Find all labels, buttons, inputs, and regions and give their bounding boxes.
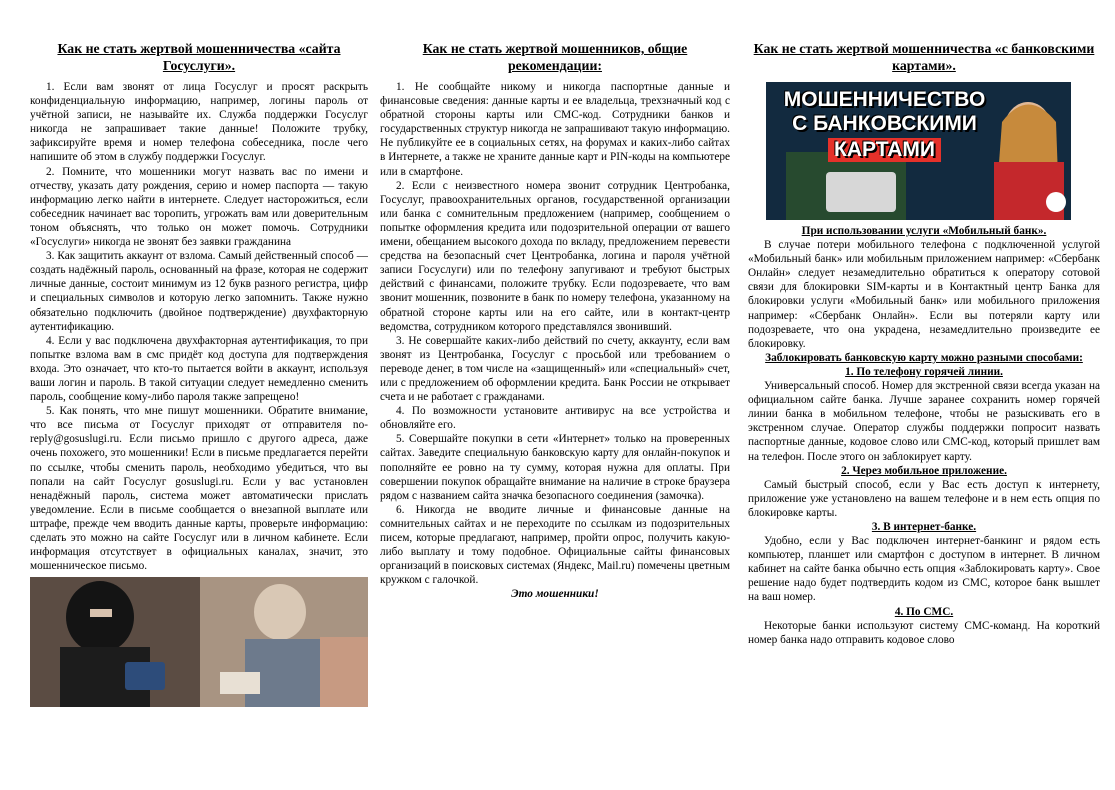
fraudster-photo	[30, 577, 368, 707]
method-3-text: Удобно, если у Вас подключен интернет-банкинг и рядом есть компьютер, планшет или смартфон с доступом в интернет. В личном кабинет на сайте банка обычно есть опция «Заблокировать карту». Свое решение надо будет подтвердить кодом из СМС, которое банк вышлет на ваш номер.	[748, 535, 1100, 604]
banner-title	[772, 88, 997, 162]
fraudster-photo-illustration	[30, 577, 368, 707]
column-heading: Как не стать жертвой мошенников, общие рекомендации:	[422, 41, 688, 73]
rec-paragraph-1: 1. Не сообщайте никому и никогда паспортные данные и финансовые сведения: данные карты и ее владельца, трехзначный код с обратной стороны карты или СМС-код. Сотрудники банков и государственных структур никогда не запрашивают такую информацию. Не публикуйте ее в социальных сетях, на форумах и каких-либо сайтах в Интернете, а также не храните данные карт и PIN-коды на компьютере или в смартфоне.	[380, 81, 730, 178]
block-card-heading: Заблокировать банковскую карту можно разными способами:	[765, 351, 1083, 364]
bank-fraud-banner	[766, 82, 1071, 220]
tip-paragraph-1: 1. Если вам звонят от лица Госуслуг и просят раскрыть конфиденциальную информацию, например, логины пароль от учётной записи, не называйте их. Служба поддержки Госуслуг никогда не запрашивает такие данные! Положите трубку, зафиксируйте время и номер телефона собеседника, после чего напишите об этом в службу поддержки Госуслуг.	[30, 81, 368, 164]
method-1-text: Универсальный способ. Номер для экстренной связи всегда указан на официальном сайте банка. Лучше заранее сохранить номер горячей линии банка в мобильном телефоне, чтобы не разыскивать его в экстренном случае. Оператор службы поддержки попросит назвать паспортные данные, кодовое слово или СМС-код, который пришлет вам на телефон. После этого он заблокирует карту.	[748, 380, 1100, 463]
column-general	[380, 40, 730, 785]
banner-line-3: КАРТАМИ	[828, 138, 941, 162]
mobile-bank-intro: В случае потери мобильного телефона с подключенной услугой «Мобильный банк» или мобильным приложением например: «Сбербанк Онлайн» следует незамедлительно обратиться к оператору сотовой связи для блокировки SIM-карты и в Контактный центр Банка для блокировки услуги «Мобильный банк» или мобильного приложения например: «Сбербанк Онлайн». Если вы потеряли карту или подозреваете, что она украдена, незамедлительно произведите ее блокировку.	[748, 239, 1100, 350]
method-2-title: 2. Через мобильное приложение.	[841, 464, 1007, 477]
banner-line-1: МОШЕННИЧЕСТВО	[783, 88, 986, 111]
method-4-text: Некоторые банки используют систему СМС-команд. На короткий номер банка надо отправить кодовое слово	[748, 619, 1100, 646]
tip-paragraph-3: 3. Как защитить аккаунт от взлома. Самый действенный способ — создать надёжный пароль, основанный на фразе, которая не содержит личные данные, состоит минимум из 12 букв разного регистра, цифр и специальных символов и которую легко запомнить. Также нужно обязательно подключить (двойное подтверждение) двухфакторную аутентификацию.	[30, 250, 368, 333]
mobile-bank-subheading: При использовании услуги «Мобильный банк».	[801, 225, 1047, 237]
tip-paragraph-4: 4. Если у вас подключена двухфакторная аутентификация, то при попытке взлома вам в смс придёт код доступа для подтверждения входа. Это означает, что кто-то пытается войти в аккаунт, используя ваши логин и пароль. В такой ситуации следует немедленно сменить пароль, сообщение кому-либо пароля также запрещено!	[30, 334, 368, 404]
closing-warning: Это мошенники!	[511, 588, 599, 601]
rec-paragraph-4: 4. По возможности установите антивирус на все устройства и обновляйте его.	[380, 405, 730, 432]
rec-paragraph-6: 6. Никогда не вводите личные и финансовые данные на сомнительных сайтах и не переходите по ссылкам из подозрительных писем, которые предлагают, например, пройти опрос, получить какую-либо выплату и тому подобное. Официальные сайты финансовых организаций в поисковых системах (Яндекс, Mail.ru) помечены цветным кружком с галочкой.	[380, 503, 730, 587]
tip-paragraph-2: 2. Помните, что мошенники могут назвать вас по имени и отчеству, указать дату рождения, серию и номер паспорта — такую информацию легко найти в интернете. Следует насторожиться, если собеседник начинает вас торопить, угрожать вам или доверительным тоном объяснять, что только он может помочь. Сотрудники «Госуслуги» никогда не звонят без заявки гражданина	[30, 165, 368, 249]
method-4-title: 4. По СМС.	[894, 605, 954, 618]
column-heading: Как не стать жертвой мошенничества «с банковскими картами».	[753, 41, 1095, 73]
column-heading: Как не стать жертвой мошенничества «сайта Госуслуги».	[57, 41, 341, 73]
banner-line-2: С БАНКОВСКИМИ	[792, 112, 977, 135]
method-1-title: 1. По телефону горячей линии.	[845, 365, 1003, 378]
tip-paragraph-5: 5. Как понять, что мне пишут мошенники. Обратите внимание, что все письма от Госуслуг приходят от отправителя no-reply@gosuslugi.ru. Если письмо пришло с другого адреса, даже очень похожего, это мошенники! Если в письме предлагается перейти по ссылке, чтобы сменить пароль, необходимо убедиться, что вы попали на сайт Госуслуг gosuslugi.ru. Если у вас установлен ненадёжный пароль, система может автоматически прислать уведомление. Если в письме сообщается о внезапной выплате или штрафе, прежде чем вводить данные карты, проверьте информацию: сделать это можно на сайте Госуслуг или в личном кабинете. Если информация отсутствует в официальных каналах, значит, это мошенническое письмо.	[30, 405, 368, 573]
rec-paragraph-5: 5. Совершайте покупки в сети «Интернет» только на проверенных сайтах. Заведите специальную банковскую карту для онлайн-покупок и пополняйте ее ровно на ту сумму, которая нужна для оплаты. При совершении покупок обращайте внимание на наличие в строке браузера рядом с названием сайта значка безопасного соединения (замочка).	[380, 433, 730, 502]
rec-paragraph-2: 2. Если с неизвестного номера звонит сотрудник Центробанка, Госуслуг, правоохранительных органов, государственной организации или банка с сомнительным предложением (например, сообщением о попытке оформления кредита или подозрительной операции от вашего имени, обещанием высокого дохода по вкладу, предложением перевести средства на безопасный счет Центробанка, логина и пароля учётной записи Госуслуги) или по телефону запугивают и требуют быстрых действий с финансами, положите трубку. Если подозреваете, что вам звонит мошенник, позвоните в банк по номеру телефона, указанному на обратной стороне карты или на его сайте, или в контакт-центр ведомства, сотрудником которого представлялся звонивший.	[380, 179, 730, 333]
column-gosuslugi	[30, 40, 368, 785]
column-bank-cards	[748, 40, 1100, 785]
method-3-title: 3. В интернет-банке.	[871, 520, 977, 533]
rec-paragraph-3: 3. Не совершайте каких-либо действий по счету, аккаунту, если вам звонят из Центробанка, Госуслуг с просьбой или требованием о переводе денег, в том числе на «защищенный» или «специальный» счет, или с предложением об оформлении кредита. Банк России не открывает счета и не работает с гражданами.	[380, 334, 730, 404]
method-2-text: Самый быстрый способ, если у Вас есть доступ к интернету, приложение уже установлено на вашем телефоне и в нем есть опция по блокировке карты.	[748, 478, 1100, 519]
